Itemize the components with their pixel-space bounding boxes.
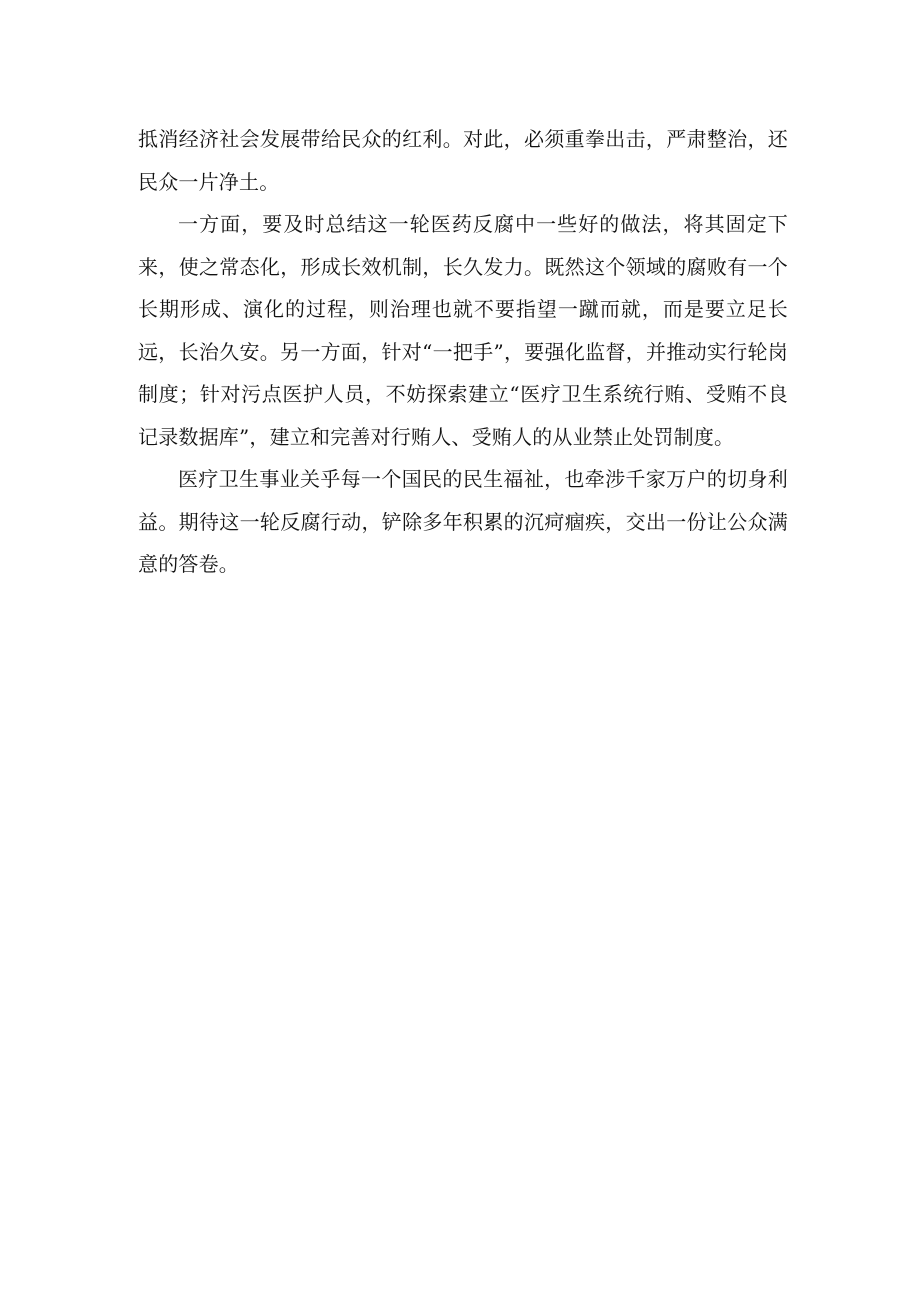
paragraph-measures: 一方面，要及时总结这一轮医药反腐中一些好的做法，将其固定下来，使之常态化，形成长效机制，长久发力。既然这个领域的腐败有一个长期形成、演化的过程，则治理也就不要指望一蹴而就，而是要立足长远，长治久安。另一方面，针对“一把手”，要强化监督，并推动实行轮岗制度；针对污点医护人员，不妨探索建立“医疗卫生系统行贿、受贿不良记录数据库”，建立和完善对行贿人、受贿人的从业禁止处罚制度。 xyxy=(138,212,788,449)
paragraph-continuation: 抵消经济社会发展带给民众的红利。对此，必须重拳出击，严肃整治，还民众一片净土。 xyxy=(138,127,788,194)
article-body xyxy=(138,118,788,586)
paragraph-conclusion: 医疗卫生事业关乎每一个国民的民生福祉，也牵涉千家万户的切身利益。期待这一轮反腐行动，铲除多年积累的沉疴痼疾，交出一份让公众满意的答卷。 xyxy=(138,467,788,576)
